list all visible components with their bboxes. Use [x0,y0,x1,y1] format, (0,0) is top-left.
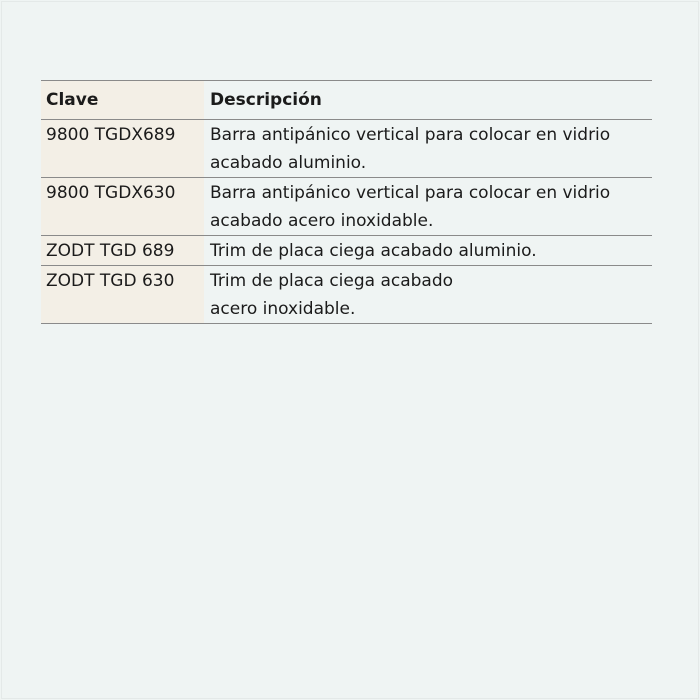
product-table [41,80,652,324]
row-description: Trim de placa ciega acabado acero inoxidable. [204,266,652,324]
row-key: 9800 TGDX630 [41,178,204,236]
table-row [41,266,652,324]
header-description: Descripción [204,81,652,120]
header-key: Clave [41,81,204,120]
row-key: 9800 TGDX689 [41,120,204,178]
row-key: ZODT TGD 689 [41,236,204,266]
table-row [41,120,652,178]
table-header-row [41,81,652,120]
row-description: Barra antipánico vertical para colocar en vidrio acabado aluminio. [204,120,652,178]
row-description: Trim de placa ciega acabado aluminio. [204,236,652,266]
table-row [41,178,652,236]
table-row [41,236,652,266]
row-key: ZODT TGD 630 [41,266,204,324]
row-description: Barra antipánico vertical para colocar en vidrio acabado acero inoxidable. [204,178,652,236]
